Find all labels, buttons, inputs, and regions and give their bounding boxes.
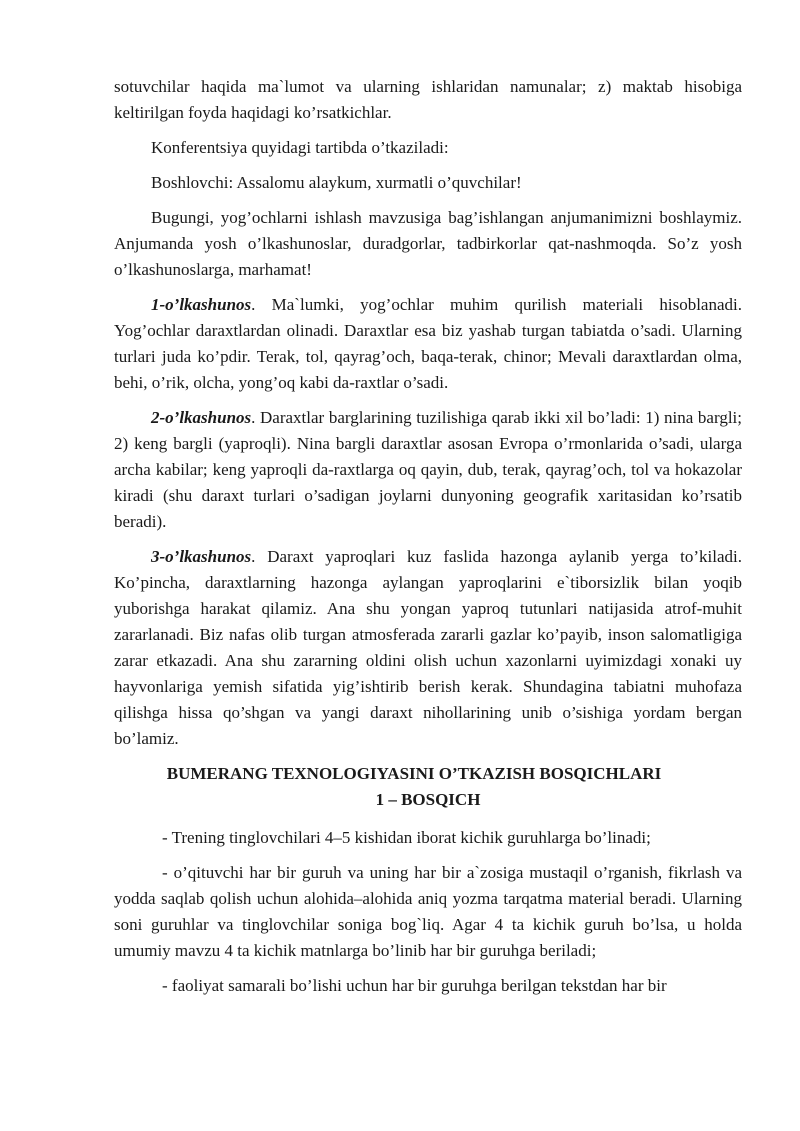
paragraph-opening: Bugungi, yog’ochlarni ishlash mavzusiga bag’ishlangan anjumanimizni boshlaymiz. Anjumanda yosh o’lkashunoslar, duradgorlar, tadbirkorlar qat-nashmoqda. So’z yosh o’lkashunoslarga, marhamat! — [114, 208, 742, 279]
paragraph-speaker-1 — [114, 292, 742, 396]
paragraph-conference-order: Konferentsiya quyidagi tartibda o’tkaziladi: — [151, 138, 449, 157]
speaker-3-label: 3-o’lkashunos — [151, 547, 252, 566]
speaker-2-text: . Daraxtlar barglarining tuzilishiga qarab ikki xil bo’ladi: 1) nina bargli; 2) keng bargli (yaproqli). Nina bargli daraxtlar asosan Evropa o’rmonlarida o’sadi, ularga archa kabilar; keng yaproqli da-raxtlarga oq qayin, dub, terak, qayrag’och, tol va hokazolar kiradi (shu daraxt turlari o’sadigan joylarni dunyoning geografik xaritasidan ko’rsatib beradi). — [114, 408, 742, 531]
speaker-1-label: 1-o’lkashunos — [151, 295, 252, 314]
list-item: - o’qituvchi har bir guruh va uning har bir a`zosiga mustaqil o’rganish, fikrlash va yodda saqlab qolish uchun alohida–alohida aniq yozma tarqatma material beradi. Ularning soni guruhlar va tinglovchilar soniga bog`liq. Agar 4 ta kichik guruh bo’lsa, u holda umumiy mavzu 4 ta kichik matnlarga bo’linib har bir guruhga beriladi; — [114, 863, 742, 960]
list-item: - faoliyat samarali bo’lishi uchun har bir guruhga berilgan tekstdan har bir — [162, 976, 667, 995]
speaker-2-label: 2-o’lkashunos — [151, 408, 252, 427]
document-page — [114, 74, 742, 1008]
paragraph-host-greeting: Boshlovchi: Assalomu alaykum, xurmatli o’quvchilar! — [151, 173, 522, 192]
speaker-3-text: . Daraxt yaproqlari kuz faslida hazonga aylanib yerga to’kiladi. Ko’pincha, daraxtlarning hazonga aylangan yaproqlarini e`tiborsizlik bilan yoqib yuborishga harakat qilamiz. Ana shu yongan yaproq tutunlari natijasida atrof-muhit zararlanadi. Biz nafas olib turgan atmosferada zararli gazlar ko’payib, inson salomatligiga zarar etkazadi. Ana shu zararning oldini olish uchun xazonlarni uyimizdagi xonaki uy hayvonlariga yemish sifatida yig’ishtirib berish kerak. Shundagina tabiatni muhofaza qilishga hissa qo’shgan va yangi daraxt nihollarining unib o’sishiga yordam bergan bo’lamiz. — [114, 547, 742, 748]
paragraph-continuation: sotuvchilar haqida ma`lumot va ularning ishlaridan namunalar; z) maktab hisobiga keltirilgan foyda haqidagi ko’rsatkichlar. — [114, 77, 742, 122]
section-subheading: 1 – BOSQICH — [375, 790, 481, 809]
speaker-1-text: . Ma`lumki, yog’ochlar muhim qurilish materiali hisoblanadi. Yog’ochlar daraxtlardan olinadi. Daraxtlar esa biz yashab turgan tabiatda o’sadi. Ularning turlari juda ko’pdir. Terak, tol, qayrag’och, baqa-terak, chinor; Mevali daraxtlardan olma, behi, o’rik, olcha, yong’oq kabi da-raxtlar o’sadi. — [114, 295, 742, 392]
list-item: - Trening tinglovchilari 4–5 kishidan iborat kichik guruhlarga bo’linadi; — [162, 828, 651, 847]
paragraph-speaker-3 — [114, 544, 742, 752]
paragraph-speaker-2 — [114, 405, 742, 535]
section-heading: BUMERANG TEXNOLOGIYASINI O’TKAZISH BOSQICHLARI — [166, 764, 662, 783]
